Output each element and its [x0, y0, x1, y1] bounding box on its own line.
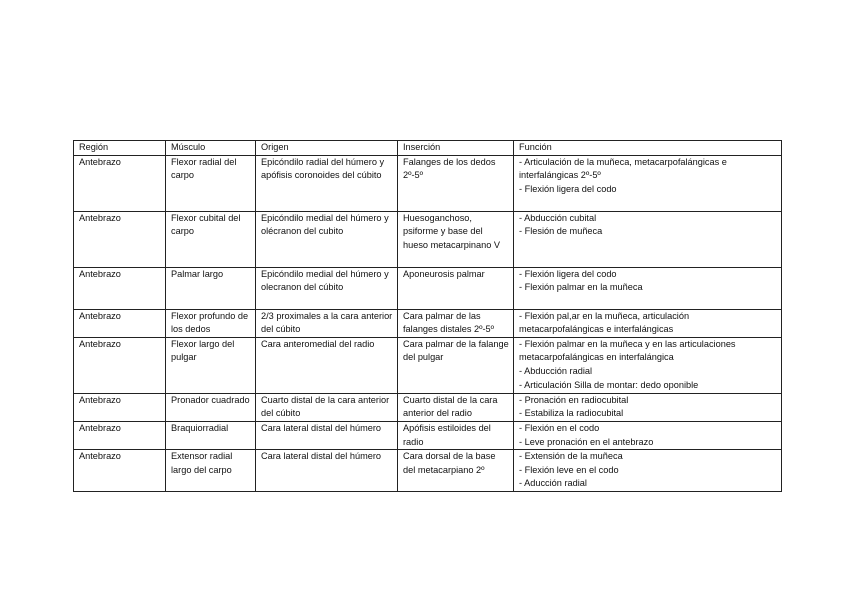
funcion-line: - Flexión pal,ar en la muñeca, articulación — [519, 310, 690, 321]
cell-insercion: Cara palmar de la falange del pulgar — [398, 337, 514, 393]
cell-insercion: Apófisis estiloides del radio — [398, 421, 514, 449]
table-row — [74, 421, 782, 449]
cell-musculo: Palmar largo — [166, 267, 256, 309]
cell-funcion — [514, 421, 782, 449]
cell-funcion — [514, 211, 782, 267]
funcion-line: interfalángicas 2º-5º — [519, 170, 601, 181]
header-funcion: Función — [514, 141, 782, 156]
cell-insercion: Cara dorsal de la base del metacarpiano 2º — [398, 450, 514, 492]
cell-funcion — [514, 393, 782, 421]
funcion-line: - Aducción radial — [519, 478, 587, 489]
cell-funcion — [514, 155, 782, 211]
cell-region: Antebrazo — [74, 309, 166, 337]
header-origen: Origen — [256, 141, 398, 156]
header-insercion: Inserción — [398, 141, 514, 156]
cell-region: Antebrazo — [74, 155, 166, 211]
funcion-line: - Flexión ligera del codo — [519, 268, 617, 279]
cell-insercion: Cuarto distal de la cara anterior del radio — [398, 393, 514, 421]
funcion-line: - Flexión en el codo — [519, 422, 600, 433]
cell-insercion: Aponeurosis palmar — [398, 267, 514, 309]
cell-musculo: Flexor profundo de los dedos — [166, 309, 256, 337]
cell-funcion — [514, 309, 782, 337]
funcion-line: - Flexión palmar en la muñeca y en las articulaciones — [519, 338, 736, 349]
cell-origen: Cara lateral distal del húmero — [256, 421, 398, 449]
funcion-line: - Articulación de la muñeca, metacarpofalángicas e — [519, 156, 727, 167]
table-row — [74, 211, 782, 267]
header-musculo: Músculo — [166, 141, 256, 156]
cell-origen: Epicóndilo radial del húmero y apófisis coronoides del cúbito — [256, 155, 398, 211]
cell-insercion: Cara palmar de las falanges distales 2º-5º — [398, 309, 514, 337]
cell-funcion — [514, 337, 782, 393]
funcion-line: - Articulación Silla de montar: dedo oponible — [519, 379, 699, 390]
funcion-line: - Abducción cubital — [519, 212, 597, 223]
table-row — [74, 450, 782, 492]
cell-region: Antebrazo — [74, 267, 166, 309]
cell-origen: Cuarto distal de la cara anterior del cúbito — [256, 393, 398, 421]
funcion-line: metacarpofalángicas en interfalángica — [519, 352, 674, 363]
funcion-line: - Flexión ligera del codo — [519, 183, 617, 194]
cell-origen: Epicóndilo medial del húmero y olécranon del cubito — [256, 211, 398, 267]
table-header-row — [74, 141, 782, 156]
funcion-line: - Flexión leve en el codo — [519, 464, 619, 475]
cell-musculo: Flexor cubital del carpo — [166, 211, 256, 267]
funcion-line: - Flesión de muñeca — [519, 226, 603, 237]
header-region: Región — [74, 141, 166, 156]
funcion-line: - Abducción radial — [519, 365, 593, 376]
cell-origen: Epicóndilo medial del húmero y olecranon del cúbito — [256, 267, 398, 309]
cell-musculo: Pronador cuadrado — [166, 393, 256, 421]
cell-funcion — [514, 267, 782, 309]
table-row — [74, 267, 782, 309]
cell-musculo: Extensor radial largo del carpo — [166, 450, 256, 492]
cell-region: Antebrazo — [74, 450, 166, 492]
cell-origen: Cara lateral distal del húmero — [256, 450, 398, 492]
funcion-line: - Leve pronación en el antebrazo — [519, 436, 654, 447]
cell-musculo: Flexor radial del carpo — [166, 155, 256, 211]
table-row — [74, 337, 782, 393]
funcion-line: - Flexión palmar en la muñeca — [519, 282, 643, 293]
cell-region: Antebrazo — [74, 421, 166, 449]
cell-funcion — [514, 450, 782, 492]
funcion-line: - Extensión de la muñeca — [519, 451, 623, 462]
cell-region: Antebrazo — [74, 393, 166, 421]
cell-origen: 2/3 proximales a la cara anterior del cúbito — [256, 309, 398, 337]
muscle-table — [73, 140, 782, 492]
cell-musculo: Flexor largo del pulgar — [166, 337, 256, 393]
cell-musculo: Braquiorradial — [166, 421, 256, 449]
funcion-line: metacarpofalángicas e interfalángicas — [519, 324, 674, 335]
cell-insercion: Falanges de los dedos 2º-5º — [398, 155, 514, 211]
table-row — [74, 155, 782, 211]
table-row — [74, 309, 782, 337]
funcion-line: - Estabiliza la radiocubital — [519, 408, 624, 419]
funcion-line: - Pronación en radiocubital — [519, 394, 629, 405]
cell-region: Antebrazo — [74, 211, 166, 267]
cell-origen: Cara anteromedial del radio — [256, 337, 398, 393]
table-row — [74, 393, 782, 421]
cell-region: Antebrazo — [74, 337, 166, 393]
cell-insercion: Huesoganchoso, psiforme y base del hueso metacarpinano V — [398, 211, 514, 267]
